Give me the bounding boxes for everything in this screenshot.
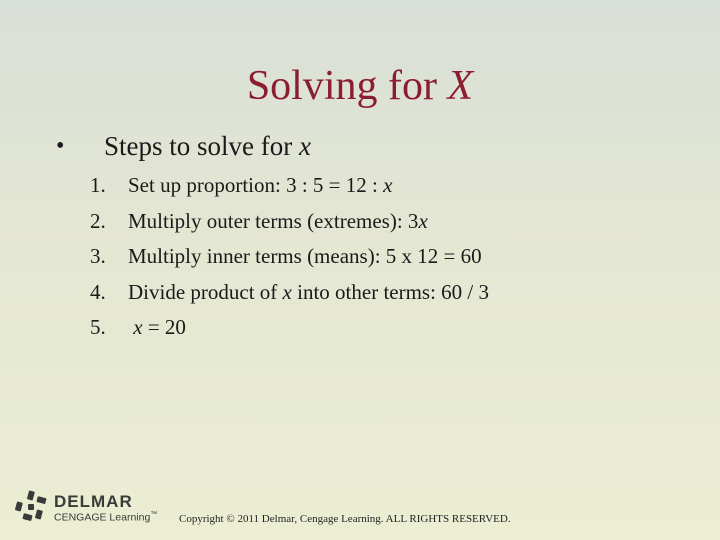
step-text xyxy=(128,310,186,346)
delmar-cengage-logo xyxy=(14,490,174,526)
step-number: 5. xyxy=(90,315,106,339)
list-item xyxy=(90,168,690,204)
steps-list xyxy=(90,168,690,346)
list-item xyxy=(90,239,690,275)
list-item xyxy=(90,310,690,346)
step-number: 1. xyxy=(90,173,106,197)
step-text xyxy=(128,168,392,204)
step-text-part: into other terms: 60 / 3 xyxy=(291,279,490,304)
step-variable: x xyxy=(383,173,393,197)
step-variable: x xyxy=(133,315,143,339)
bullet-text xyxy=(104,128,311,164)
list-item xyxy=(90,204,690,240)
step-text-part: = 20 xyxy=(142,315,186,339)
title-text: Solving for xyxy=(246,63,437,109)
bullet-variable: x xyxy=(299,131,311,161)
title-variable: X xyxy=(447,63,474,109)
list-item xyxy=(90,275,690,311)
step-text xyxy=(128,275,489,311)
bullet-dot: • xyxy=(56,133,65,159)
step-variable: x xyxy=(418,208,428,233)
step-text xyxy=(128,204,428,240)
bullet-text-prefix: Steps to solve for xyxy=(104,131,293,161)
step-variable: x xyxy=(282,279,292,304)
logo-word-cengage xyxy=(54,511,157,524)
step-text-part: Set up proportion: 3 : 5 = 12 : xyxy=(128,173,384,197)
delmar-pinwheel-icon xyxy=(14,490,48,524)
step-number: 3. xyxy=(90,244,106,268)
step-text-part: Multiply inner terms (means): 5 x 12 = 60 xyxy=(128,244,482,268)
step-text-part: Multiply outer terms (extremes): 3 xyxy=(128,208,419,233)
step-text-part: Divide product of xyxy=(128,279,283,304)
logo-trademark: ™ xyxy=(150,511,158,518)
step-text xyxy=(128,239,482,275)
step-number: 2. xyxy=(90,208,106,233)
step-number: 4. xyxy=(90,279,106,304)
logo-word-cengage-text: CENGAGE Learning xyxy=(54,511,151,524)
copyright-notice: Copyright © 2011 Delmar, Cengage Learning. ALL RIGHTS RESERVED. xyxy=(179,513,511,525)
logo-word-delmar: DELMAR xyxy=(54,492,133,511)
slide-title xyxy=(0,62,720,110)
